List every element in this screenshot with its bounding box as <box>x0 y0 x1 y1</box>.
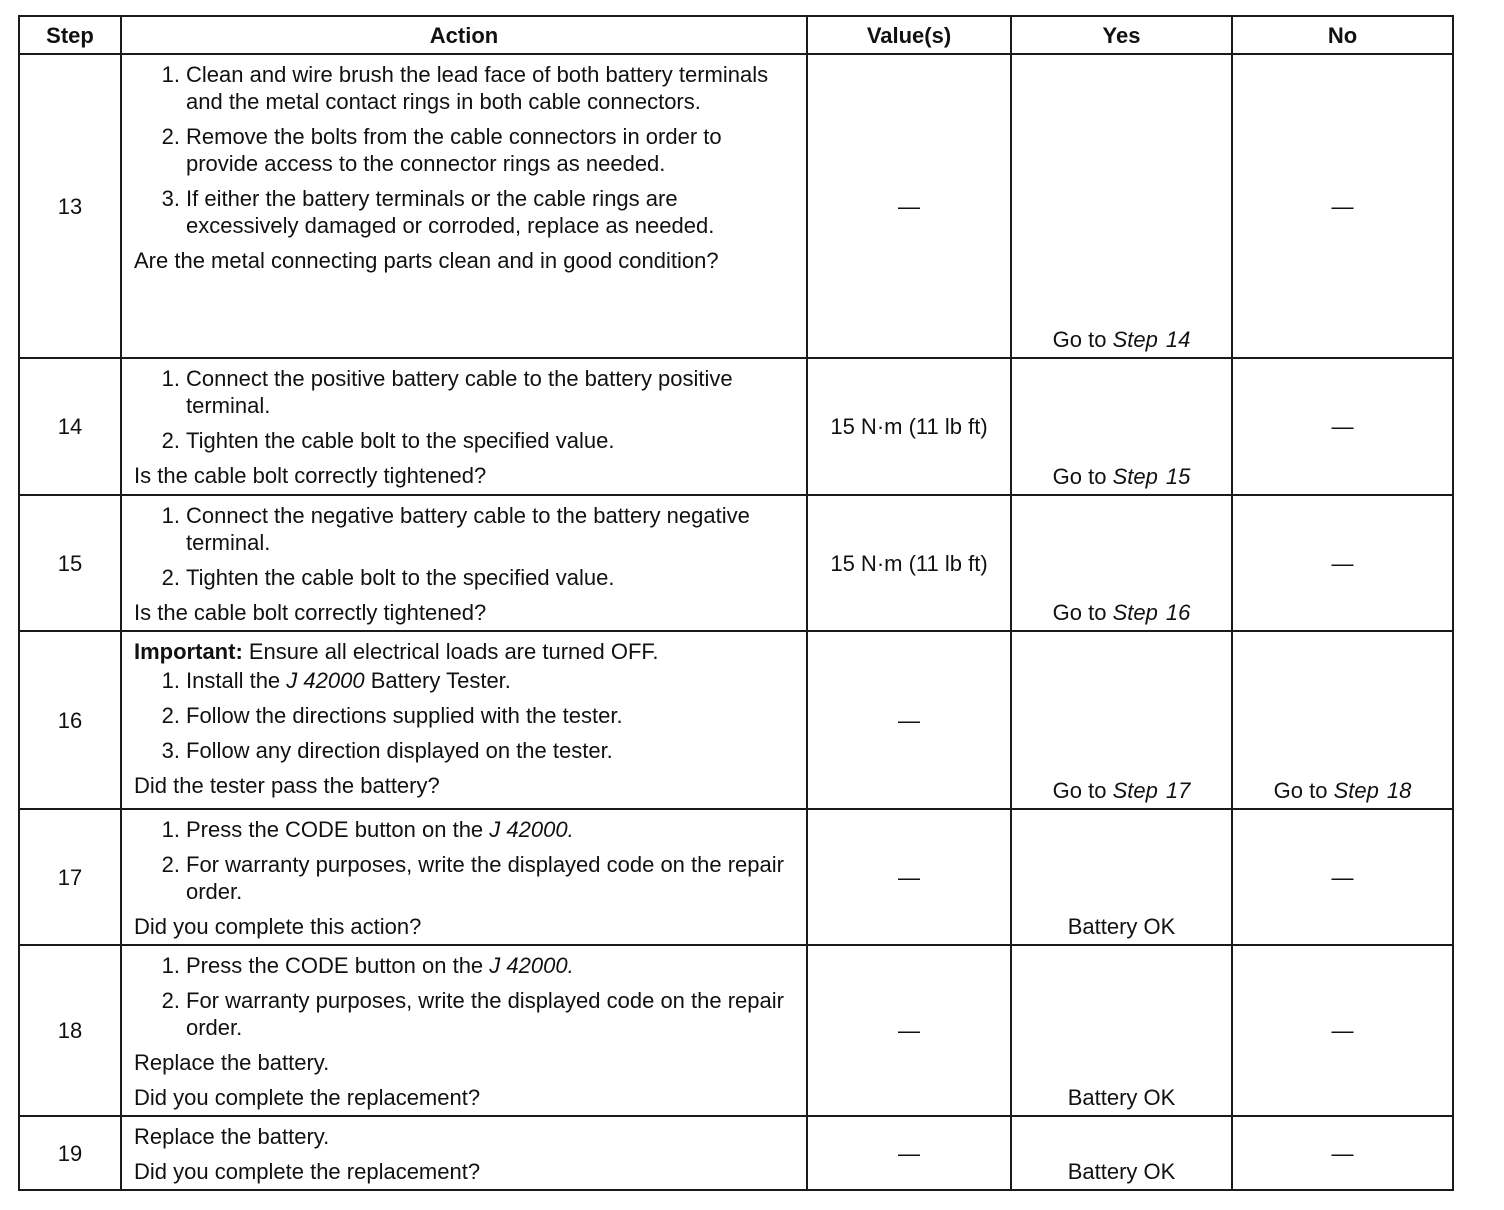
table-row-step-13 <box>19 54 1453 358</box>
no-cell: — <box>1232 358 1453 495</box>
value-cell: — <box>807 1116 1011 1190</box>
yes-cell: Battery OK <box>1011 945 1232 1116</box>
action-cell <box>121 631 807 809</box>
action-cell <box>121 945 807 1116</box>
list-item: 1. Connect the negative battery cable to the battery negative terminal. <box>161 503 750 555</box>
action-question: Are the metal connecting parts clean and in good condition? <box>134 248 719 273</box>
header-action: Action <box>121 16 807 54</box>
yes-cell: Go to Step 16 <box>1011 495 1232 631</box>
value-cell: — <box>807 945 1011 1116</box>
list-item: 2. Tighten the cable bolt to the specified value. <box>161 565 615 590</box>
value-cell: — <box>807 631 1011 809</box>
diagnostic-table <box>18 15 1454 1191</box>
value-cell: — <box>807 809 1011 945</box>
action-question: Is the cable bolt correctly tightened? <box>134 600 487 625</box>
action-extra: Replace the battery. <box>134 1050 330 1075</box>
yes-cell: Battery OK <box>1011 809 1232 945</box>
action-cell <box>121 54 807 358</box>
list-item: 2. Remove the bolts from the cable connectors in order to provide access to the connector rings as needed. <box>161 124 722 176</box>
action-extra: Replace the battery. <box>134 1124 330 1149</box>
header-yes: Yes <box>1011 16 1232 54</box>
table-row-step-18 <box>19 945 1453 1116</box>
list-item: 2. Follow the directions supplied with the tester. <box>161 703 623 728</box>
action-cell <box>121 1116 807 1190</box>
list-item: 3. Follow any direction displayed on the tester. <box>161 738 613 763</box>
list-item: 3. If either the battery terminals or the cable rings are excessively damaged or corroded, replace as needed. <box>161 186 715 238</box>
yes-cell: Go to Step 17 <box>1011 631 1232 809</box>
list-item: 1. Clean and wire brush the lead face of both battery terminals and the metal contact rings in both cable connectors. <box>161 62 769 114</box>
list-item: 1. Connect the positive battery cable to the battery positive terminal. <box>161 366 733 418</box>
step-number: 14 <box>19 358 121 495</box>
tool-name: J 42000 <box>286 668 365 693</box>
no-cell: — <box>1232 54 1453 358</box>
step-number: 18 <box>19 945 121 1116</box>
table-row-step-14 <box>19 358 1453 495</box>
header-values: Value(s) <box>807 16 1011 54</box>
step-number: 15 <box>19 495 121 631</box>
header-row <box>19 16 1453 54</box>
tool-name: J 42000. <box>489 953 574 978</box>
yes-cell: Go to Step 15 <box>1011 358 1232 495</box>
yes-cell: Go to Step 14 <box>1011 54 1232 358</box>
action-question: Did you complete the replacement? <box>134 1085 481 1110</box>
list-item: 2. For warranty purposes, write the displayed code on the repair order. <box>161 988 784 1040</box>
important-note: Important: Ensure all electrical loads are turned OFF. <box>134 639 659 664</box>
action-question: Did you complete this action? <box>134 914 422 939</box>
value-cell: — <box>807 54 1011 358</box>
table-row-step-19 <box>19 1116 1453 1190</box>
action-question: Did the tester pass the battery? <box>134 773 440 798</box>
list-item: 1. Press the CODE button on the J 42000. <box>161 817 574 842</box>
action-list <box>134 952 796 1041</box>
action-list <box>134 816 796 905</box>
action-cell <box>121 358 807 495</box>
no-cell: — <box>1232 495 1453 631</box>
no-cell: — <box>1232 945 1453 1116</box>
tool-name: J 42000. <box>489 817 574 842</box>
no-cell: — <box>1232 809 1453 945</box>
table-row-step-15 <box>19 495 1453 631</box>
action-cell <box>121 495 807 631</box>
step-number: 19 <box>19 1116 121 1190</box>
action-question: Is the cable bolt correctly tightened? <box>134 463 487 488</box>
yes-cell: Battery OK <box>1011 1116 1232 1190</box>
value-cell: 15 N·m (11 lb ft) <box>807 358 1011 495</box>
list-item: 1. Press the CODE button on the J 42000. <box>161 953 574 978</box>
action-list <box>134 502 796 591</box>
action-list <box>134 365 796 454</box>
no-cell: — <box>1232 1116 1453 1190</box>
table-row-step-17 <box>19 809 1453 945</box>
header-step: Step <box>19 16 121 54</box>
value-cell: 15 N·m (11 lb ft) <box>807 495 1011 631</box>
step-number: 13 <box>19 54 121 358</box>
header-no: No <box>1232 16 1453 54</box>
list-item: 2. For warranty purposes, write the displayed code on the repair order. <box>161 852 784 904</box>
action-list <box>134 667 796 764</box>
table-row-step-16 <box>19 631 1453 809</box>
action-list <box>134 61 796 239</box>
action-cell <box>121 809 807 945</box>
no-cell: Go to Step 18 <box>1232 631 1453 809</box>
step-number: 16 <box>19 631 121 809</box>
list-item: 1. Install the J 42000 Battery Tester. <box>161 668 511 693</box>
step-number: 17 <box>19 809 121 945</box>
list-item: 2. Tighten the cable bolt to the specified value. <box>161 428 615 453</box>
action-question: Did you complete the replacement? <box>134 1159 481 1184</box>
